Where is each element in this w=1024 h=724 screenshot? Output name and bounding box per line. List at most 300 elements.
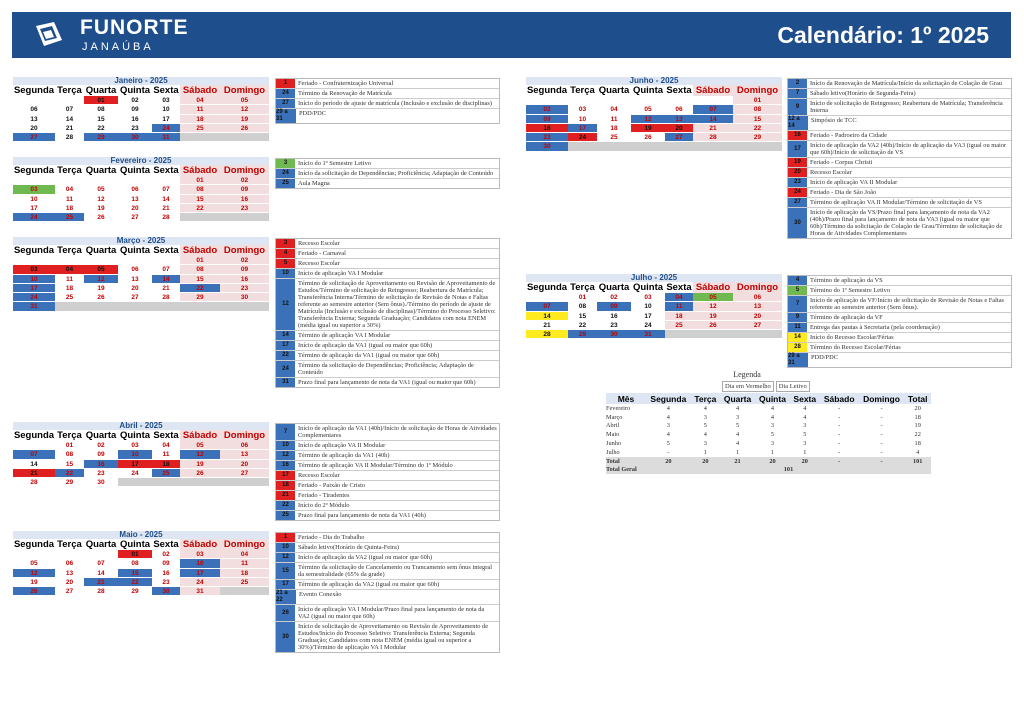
event-date: 9 xyxy=(788,313,808,322)
event-date: 19 xyxy=(788,158,808,167)
event-date: 25 xyxy=(276,179,296,188)
day-cell: 14 xyxy=(152,275,180,284)
summary-cell: 5 xyxy=(770,431,775,439)
summary-cell: 18 xyxy=(914,413,921,421)
day-cell: 20 xyxy=(118,284,152,293)
day-cell: 28 xyxy=(152,293,180,302)
summary-cell: 3 xyxy=(703,413,707,421)
event-row xyxy=(276,99,499,109)
weekday-header: Segunda xyxy=(13,245,55,256)
event-description: PDD/PDC xyxy=(811,354,838,361)
day-cell: 29 xyxy=(733,133,782,142)
legend-title: Legenda xyxy=(733,370,761,379)
event-date: 24 xyxy=(276,169,296,178)
summary-cell: 3 xyxy=(770,422,775,430)
day-cell xyxy=(733,330,782,339)
day-cell: 16 xyxy=(84,460,118,469)
day-cell: 12 xyxy=(180,450,220,459)
event-description: Prazo final para lançamento de nota da VA1 (igual ou maior que 60h) xyxy=(298,379,476,386)
day-cell xyxy=(152,176,180,185)
event-description: Início do 2º Módulo xyxy=(298,502,350,509)
event-date: 26 xyxy=(276,605,296,621)
day-cell xyxy=(220,302,269,311)
day-cell: 01 xyxy=(84,96,118,105)
day-cell: 23 xyxy=(118,124,152,133)
day-cell: 09 xyxy=(220,265,269,274)
day-cell: 27 xyxy=(118,213,152,222)
day-cell: 20 xyxy=(665,124,693,133)
weekday-header: Terça xyxy=(570,282,595,293)
event-row xyxy=(788,131,1011,141)
day-cell: 23 xyxy=(152,578,180,587)
weekday-header: Quarta xyxy=(85,430,117,441)
event-description: Início de aplicação VA I Modular/Prazo final para lançamento de nota da VA2 (igual ou maior que 60h) xyxy=(298,606,485,620)
day-cell: 09 xyxy=(597,302,631,311)
day-cell: 08 xyxy=(180,185,220,194)
event-description: Término de aplicação da VF xyxy=(810,314,883,321)
summary-row xyxy=(606,430,931,439)
event-date: 4 xyxy=(788,276,808,285)
weekday-header: Terça xyxy=(570,85,595,96)
day-cell xyxy=(631,96,665,105)
calendar-grid xyxy=(526,282,782,339)
event-description: Início do período de ajuste de matrícula (Inclusão e exclusão de disciplinas) xyxy=(298,100,492,107)
day-cell xyxy=(13,441,55,450)
event-description: Feriado - Tiradentes xyxy=(298,492,350,499)
summary-cell: 4 xyxy=(770,413,775,421)
day-cell: 14 xyxy=(13,460,55,469)
day-cell: 25 xyxy=(597,133,631,142)
event-description: Término de aplicação VA II Modular/Término de solicitação de VS xyxy=(810,199,982,206)
event-row xyxy=(276,378,499,387)
event-description: Feriado - Padroeiro da Cidade xyxy=(810,132,888,139)
day-cell: 15 xyxy=(55,460,84,469)
day-cell: 26 xyxy=(693,321,733,330)
day-cell: 22 xyxy=(118,578,152,587)
day-cell: 17 xyxy=(631,312,665,321)
weekday-header: Sexta xyxy=(153,430,179,441)
weekday-header: Sexta xyxy=(153,85,179,96)
day-cell xyxy=(526,96,568,105)
events-march xyxy=(275,238,500,388)
summary-cell: - xyxy=(838,448,841,456)
day-cell: 05 xyxy=(693,293,733,302)
event-date: 22 xyxy=(276,501,296,510)
day-cell: 12 xyxy=(220,105,269,114)
event-description: Evento Conexão xyxy=(299,591,342,598)
event-description: Início da Renovação de Matrícula/Início da solicitação de Colação de Grau xyxy=(810,80,1002,87)
day-cell: 04 xyxy=(220,550,269,559)
brand-subtitle: JANAÚBA xyxy=(82,41,154,53)
event-description: Simpósio de TCC xyxy=(811,117,857,124)
day-cell: 12 xyxy=(84,275,118,284)
summary-cell: - xyxy=(838,440,841,448)
event-row xyxy=(276,79,499,89)
day-cell: 07 xyxy=(55,105,84,114)
day-cell: 29 xyxy=(568,330,597,339)
event-date: 21 xyxy=(276,491,296,500)
event-date: 17 xyxy=(276,471,296,480)
summary-cell: - xyxy=(667,448,670,456)
day-cell: 15 xyxy=(118,569,152,578)
event-description: Término de aplicação VA II Modular/Término do 1º Módulo xyxy=(298,462,453,469)
summary-total-cell: 21 xyxy=(720,457,755,466)
weekday-header: Quinta xyxy=(119,245,151,256)
day-cell: 08 xyxy=(118,559,152,568)
day-cell: 22 xyxy=(180,284,220,293)
day-cell: 02 xyxy=(220,176,269,185)
event-row xyxy=(276,441,499,451)
summary-cell: - xyxy=(838,404,841,412)
summary-header-cell: Quarta xyxy=(720,393,755,404)
day-cell: 18 xyxy=(55,204,84,213)
summary-total-cell: - xyxy=(820,457,859,466)
day-cell: 02 xyxy=(118,96,152,105)
event-date: 21 a 22 xyxy=(276,590,297,604)
day-cell: 28 xyxy=(693,133,733,142)
day-cell: 10 xyxy=(13,195,55,204)
day-cell: 09 xyxy=(152,559,180,568)
event-description: Início de aplicação VA I Modular xyxy=(298,270,384,277)
day-cell xyxy=(118,176,152,185)
day-cell xyxy=(13,256,55,265)
events-january xyxy=(275,78,500,124)
event-row xyxy=(276,451,499,461)
summary-header-row xyxy=(606,393,931,404)
day-cell: 07 xyxy=(526,302,568,311)
weekday-header: Terça xyxy=(57,539,82,550)
day-cell: 10 xyxy=(152,105,180,114)
event-description: Início do Recesso Escolar/Férias xyxy=(810,334,894,341)
day-cell: 17 xyxy=(180,569,220,578)
weekday-header: Segunda xyxy=(13,430,55,441)
event-row xyxy=(276,89,499,99)
day-cell xyxy=(55,256,84,265)
day-cell xyxy=(568,142,597,151)
event-description: Início de aplicação da VA1 (igual ou maior que 60h) xyxy=(298,342,433,349)
event-description: Sábado letivo(Horário de Quinta-Feira) xyxy=(298,544,399,551)
day-cell: 01 xyxy=(118,550,152,559)
day-cell: 17 xyxy=(152,115,180,124)
event-date: 10 xyxy=(276,441,296,450)
day-cell: 25 xyxy=(220,578,269,587)
calendar-grid xyxy=(13,430,269,487)
event-date: 27 xyxy=(276,99,296,108)
event-date: 14 xyxy=(788,333,808,342)
weekday-header: Sábado xyxy=(693,85,733,96)
summary-cell: - xyxy=(838,431,841,439)
events-july xyxy=(787,275,1012,368)
day-cell: 13 xyxy=(118,275,152,284)
day-cell: 04 xyxy=(665,293,693,302)
day-cell: 29 xyxy=(55,478,84,487)
day-cell: 07 xyxy=(13,450,55,459)
day-cell xyxy=(180,213,220,222)
day-cell: 25 xyxy=(55,293,84,302)
event-description: Término de solicitação de Aproveitamento ou Revisão de Aproveitamento de Estudos/Término de solicitação de Reingresso; Reabertura de Matrícula; Transferência Interna/Término de solicitação de Revisão de Notas e Faltas referente ao semestre anterior (Sem ônus)./Término do período de ajuste de Matrícula (Inclusão e exclusão de disciplinas)/Término do Processo Seletivo: Transferência Externa; Segunda Graduação; Candidatos com nota ENEM (média igual ou superior a 30%) xyxy=(298,280,496,329)
event-date: 29 a 31 xyxy=(788,353,809,367)
day-cell xyxy=(597,96,631,105)
day-cell: 17 xyxy=(13,284,55,293)
calendar-grid xyxy=(13,165,269,222)
summary-cell: 1 xyxy=(770,448,775,456)
day-cell: 10 xyxy=(568,115,597,124)
day-cell xyxy=(55,96,84,105)
summary-total-cell: 101 xyxy=(904,457,931,466)
event-row xyxy=(788,198,1011,208)
day-cell: 10 xyxy=(13,275,55,284)
day-cell xyxy=(84,176,118,185)
summary-row xyxy=(606,439,931,448)
day-cell: 10 xyxy=(118,450,152,459)
day-cell: 31 xyxy=(152,133,180,142)
day-cell: 12 xyxy=(693,302,733,311)
summary-cell: 5 xyxy=(803,431,807,439)
event-description: Início de aplicação da VA2 (igual ou maior que 60h) xyxy=(298,554,433,561)
day-cell: 06 xyxy=(13,105,55,114)
event-date: 24 xyxy=(788,188,808,197)
weekday-header: Quarta xyxy=(85,539,117,550)
day-cell: 20 xyxy=(13,124,55,133)
event-date: 30 xyxy=(276,622,296,652)
calendar-grid xyxy=(13,85,269,142)
day-cell: 31 xyxy=(631,330,665,339)
day-cell: 11 xyxy=(55,195,84,204)
event-row xyxy=(788,343,1011,353)
day-cell: 05 xyxy=(13,559,55,568)
event-date: 18 xyxy=(276,481,296,490)
day-cell: 12 xyxy=(631,115,665,124)
event-description: Recesso Escolar xyxy=(298,240,340,247)
day-cell: 11 xyxy=(152,450,180,459)
day-cell: 20 xyxy=(733,312,782,321)
event-row xyxy=(788,323,1011,333)
day-cell xyxy=(84,256,118,265)
weekday-header: Terça xyxy=(57,165,82,176)
day-cell: 13 xyxy=(118,195,152,204)
event-row xyxy=(276,605,499,622)
event-date: 7 xyxy=(788,296,808,312)
day-cell: 22 xyxy=(568,321,597,330)
day-cell: 21 xyxy=(152,284,180,293)
event-description: Início de solicitação de Reingresso; Reabertura de Matrícula; Transferência Interna xyxy=(810,100,1003,114)
summary-total-cell: - xyxy=(859,457,905,466)
day-cell: 22 xyxy=(180,204,220,213)
day-cell: 05 xyxy=(84,265,118,274)
day-cell: 18 xyxy=(220,569,269,578)
summary-cell: 3 xyxy=(803,422,807,430)
event-row xyxy=(276,553,499,563)
day-cell: 19 xyxy=(13,578,55,587)
summary-header-cell: Domingo xyxy=(859,393,905,404)
calendar-grid xyxy=(13,245,269,312)
event-description: Término de aplicação VA I Modular xyxy=(298,332,391,339)
calendar-january xyxy=(13,77,269,142)
day-cell: 12 xyxy=(84,195,118,204)
day-cell: 26 xyxy=(180,469,220,478)
event-row xyxy=(276,259,499,269)
summary-cell: 3 xyxy=(666,422,670,430)
event-date: 24 xyxy=(276,89,296,98)
event-description: Término do 1º Semestre Letivo xyxy=(810,287,891,294)
summary-cell: 19 xyxy=(914,422,921,430)
day-cell: 03 xyxy=(568,105,597,114)
event-description: Início de aplicação da VA2 (40h)/Início de aplicação da VA3 (igual ou maior que 60h)/Início de solicitação de VS xyxy=(810,142,1007,156)
day-cell: 21 xyxy=(84,578,118,587)
event-description: PDD/PDC xyxy=(299,110,326,117)
day-cell xyxy=(13,176,55,185)
day-cell: 30 xyxy=(84,478,118,487)
event-date: 12 a 14 xyxy=(788,116,809,130)
event-row xyxy=(788,178,1011,188)
weekday-header: Quinta xyxy=(119,165,151,176)
summary-cell: 1 xyxy=(735,448,740,456)
weekday-header: Quarta xyxy=(598,282,630,293)
day-cell: 14 xyxy=(152,195,180,204)
event-row xyxy=(788,276,1011,286)
summary-cell: 4 xyxy=(735,404,740,412)
event-date: 17 xyxy=(276,580,296,589)
weekday-header: Segunda xyxy=(13,539,55,550)
summary-total-cell: 20 xyxy=(755,457,790,466)
day-cell: 03 xyxy=(13,185,55,194)
day-cell: 25 xyxy=(55,213,84,222)
page-title: Calendário: 1º 2025 xyxy=(777,22,989,48)
event-date: 11 xyxy=(788,323,808,332)
day-cell: 03 xyxy=(631,293,665,302)
day-cell: 03 xyxy=(152,96,180,105)
summary-cell: 4 xyxy=(703,404,707,412)
day-cell: 10 xyxy=(631,302,665,311)
day-cell: 05 xyxy=(84,185,118,194)
weekday-header: Quinta xyxy=(632,282,664,293)
summary-cell: Março xyxy=(606,413,623,421)
event-date: 2 xyxy=(788,79,808,88)
day-cell xyxy=(693,96,733,105)
day-cell: 13 xyxy=(220,450,269,459)
day-cell: 15 xyxy=(568,312,597,321)
event-row xyxy=(276,331,499,341)
event-date: 14 xyxy=(276,331,296,340)
event-description: Início de solicitação de Aproveitamento ou Revisão de Aproveitamento de Estudos/Início do Processo Seletivo: Transferência Externa; Segunda Graduação; Candidatos com nota ENEM (média igual ou superior a 30%)/Término de aplicação VA I Modular xyxy=(298,623,489,651)
day-cell: 03 xyxy=(13,265,55,274)
event-row xyxy=(276,590,499,605)
day-cell: 26 xyxy=(631,133,665,142)
calendar-grid xyxy=(13,539,269,596)
event-row xyxy=(276,580,499,590)
day-cell xyxy=(118,478,152,487)
event-description: Início de aplicação VA II Modular xyxy=(810,179,898,186)
day-cell xyxy=(180,302,220,311)
event-date: 7 xyxy=(276,424,296,440)
summary-cell: 5 xyxy=(666,440,670,448)
event-description: Prazo final para lançamento de nota da VA1 (40h) xyxy=(298,512,426,519)
summary-cell: 3 xyxy=(803,440,807,448)
day-cell: 15 xyxy=(180,275,220,284)
summary-cell: Fevereiro xyxy=(606,404,631,412)
event-date: 24 xyxy=(276,361,296,377)
summary-header-cell: Quinta xyxy=(755,393,790,404)
day-cell: 04 xyxy=(55,265,84,274)
event-row xyxy=(276,563,499,580)
day-cell: 02 xyxy=(152,550,180,559)
summary-cell: 4 xyxy=(666,431,670,439)
day-cell: 24 xyxy=(118,469,152,478)
event-description: Recesso Escolar xyxy=(298,472,340,479)
day-cell xyxy=(152,302,180,311)
calendar-title: Abril - 2025 xyxy=(13,422,269,430)
day-cell: 31 xyxy=(180,587,220,596)
weekday-header: Segunda xyxy=(526,85,568,96)
day-cell: 22 xyxy=(55,469,84,478)
summary-row xyxy=(606,422,931,431)
day-cell: 20 xyxy=(55,578,84,587)
day-cell xyxy=(568,96,597,105)
summary-grand-total-row xyxy=(606,466,931,475)
event-description: Feriado - Paixão de Cristo xyxy=(298,482,366,489)
summary-header-cell: Sábado xyxy=(820,393,859,404)
day-cell xyxy=(220,133,269,142)
event-row xyxy=(788,168,1011,178)
day-cell: 07 xyxy=(152,265,180,274)
summary-cell: - xyxy=(880,431,883,439)
day-cell: 16 xyxy=(220,275,269,284)
events-may xyxy=(275,532,500,653)
day-cell: 11 xyxy=(180,105,220,114)
weekday-header: Quarta xyxy=(85,245,117,256)
event-row xyxy=(788,313,1011,323)
day-cell: 25 xyxy=(180,124,220,133)
event-date: 22 xyxy=(276,351,296,360)
day-cell: 06 xyxy=(665,105,693,114)
summary-cell: 4 xyxy=(666,404,670,412)
event-row xyxy=(788,208,1011,238)
event-description: Feriado - Corpus Christi xyxy=(810,159,873,166)
day-cell: 06 xyxy=(55,559,84,568)
day-cell: 23 xyxy=(84,469,118,478)
day-cell: 17 xyxy=(568,124,597,133)
calendar-february xyxy=(13,157,269,222)
day-cell: 28 xyxy=(55,133,84,142)
weekday-header: Domingo xyxy=(733,282,782,293)
day-cell: 01 xyxy=(568,293,597,302)
event-date: 27 xyxy=(788,198,808,207)
summary-cell: - xyxy=(838,413,841,421)
event-row xyxy=(788,99,1011,116)
summary-cell: - xyxy=(880,404,883,412)
day-cell: 08 xyxy=(180,265,220,274)
summary-cell: 20 xyxy=(914,404,921,412)
day-cell: 27 xyxy=(665,133,693,142)
day-cell: 19 xyxy=(84,204,118,213)
events-february xyxy=(275,158,500,189)
summary-cell: - xyxy=(880,440,883,448)
event-row xyxy=(788,296,1011,313)
event-date: 9 xyxy=(788,99,808,115)
calendar-june xyxy=(526,77,782,152)
day-cell: 21 xyxy=(152,204,180,213)
day-cell: 27 xyxy=(118,293,152,302)
day-cell: 08 xyxy=(733,105,782,114)
day-cell: 03 xyxy=(118,441,152,450)
event-description: Início do 1º Semestre Letivo xyxy=(298,160,371,167)
day-cell: 31 xyxy=(13,302,55,311)
day-cell: 26 xyxy=(13,587,55,596)
legend-item-red-day: Dia em Vermelho xyxy=(722,381,774,392)
event-description: Sábado letivo(Horário de Segunda-Feira) xyxy=(810,90,916,97)
event-row xyxy=(276,461,499,471)
day-cell xyxy=(180,478,220,487)
